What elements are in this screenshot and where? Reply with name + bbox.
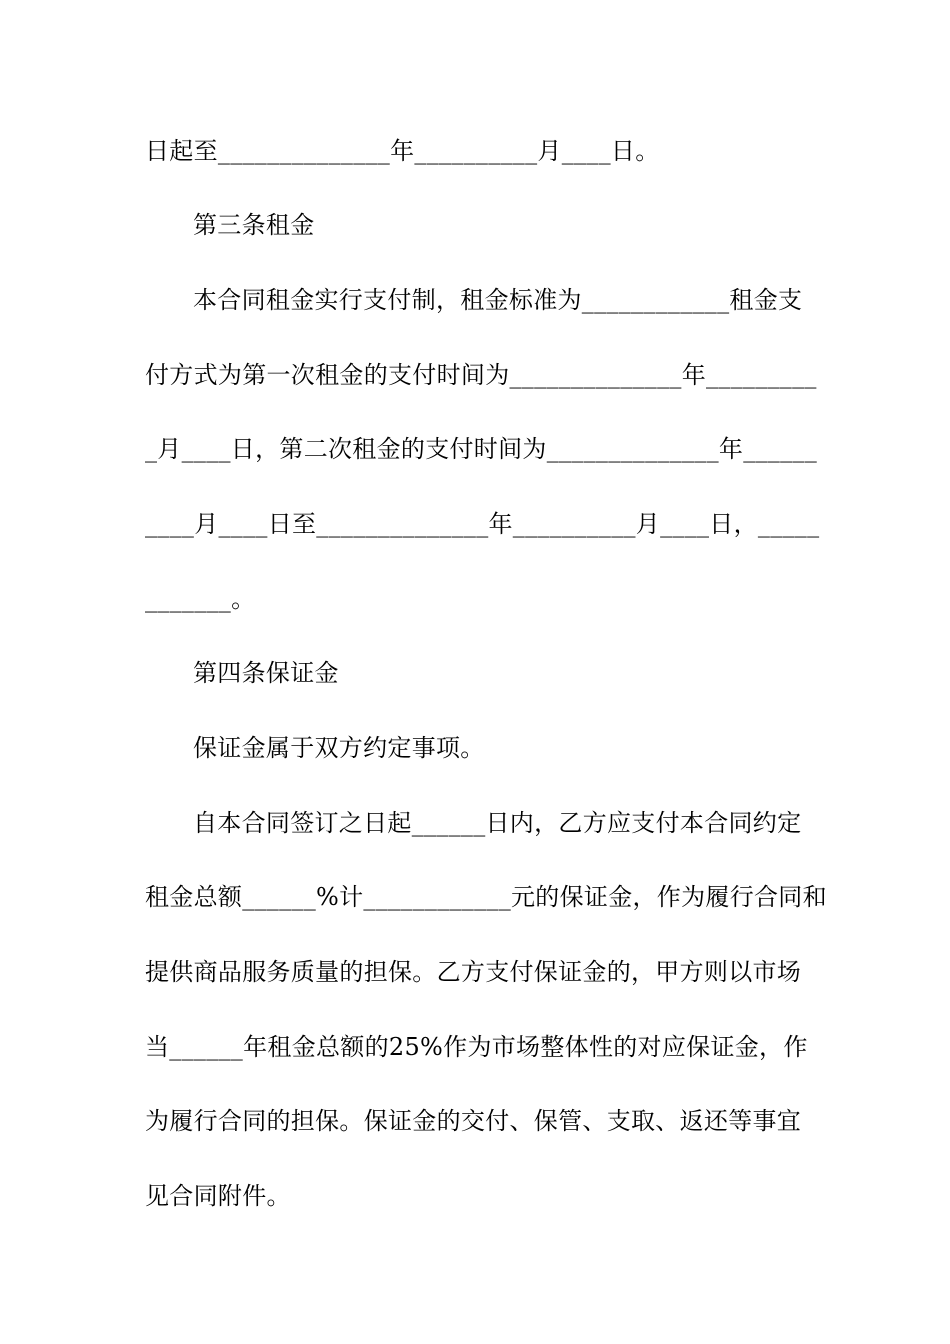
deposit-paragraph-line-6: 见合同附件。 [145, 1182, 291, 1210]
rent-paragraph-line-5: _______。 [145, 585, 256, 613]
rent-term-end-date-line: 日起至______________年__________月____日。 [145, 137, 660, 165]
deposit-paragraph-line-5: 为履行合同的担保。保证金的交付、保管、支取、返还等事宜 [145, 1107, 802, 1135]
rent-paragraph-line-3: _月____日，第二次租金的支付时间为______________年______ [145, 435, 817, 463]
rent-paragraph-line-4: ____月____日至______________年__________月____日，_____ [145, 510, 820, 538]
deposit-paragraph-line-3: 提供商品服务质量的担保。乙方支付保证金的，甲方则以市场 [145, 958, 802, 986]
deposit-paragraph-line-1: 自本合同签订之日起______日内，乙方应支付本合同约定 [193, 809, 802, 837]
deposit-intro-paragraph: 保证金属于双方约定事项。 [193, 734, 485, 762]
deposit-paragraph-line-2: 租金总额______%计____________元的保证金，作为履行合同和 [145, 883, 827, 911]
rent-paragraph-line-2: 付方式为第一次租金的支付时间为______________年_________ [145, 361, 817, 389]
article-3-heading: 第三条租金 [193, 211, 315, 239]
deposit-paragraph-line-4: 当______年租金总额的25%作为市场整体性的对应保证金，作 [145, 1033, 808, 1061]
rent-paragraph-line-1: 本合同租金实行支付制，租金标准为____________租金支 [193, 286, 803, 314]
article-4-heading: 第四条保证金 [193, 659, 339, 687]
